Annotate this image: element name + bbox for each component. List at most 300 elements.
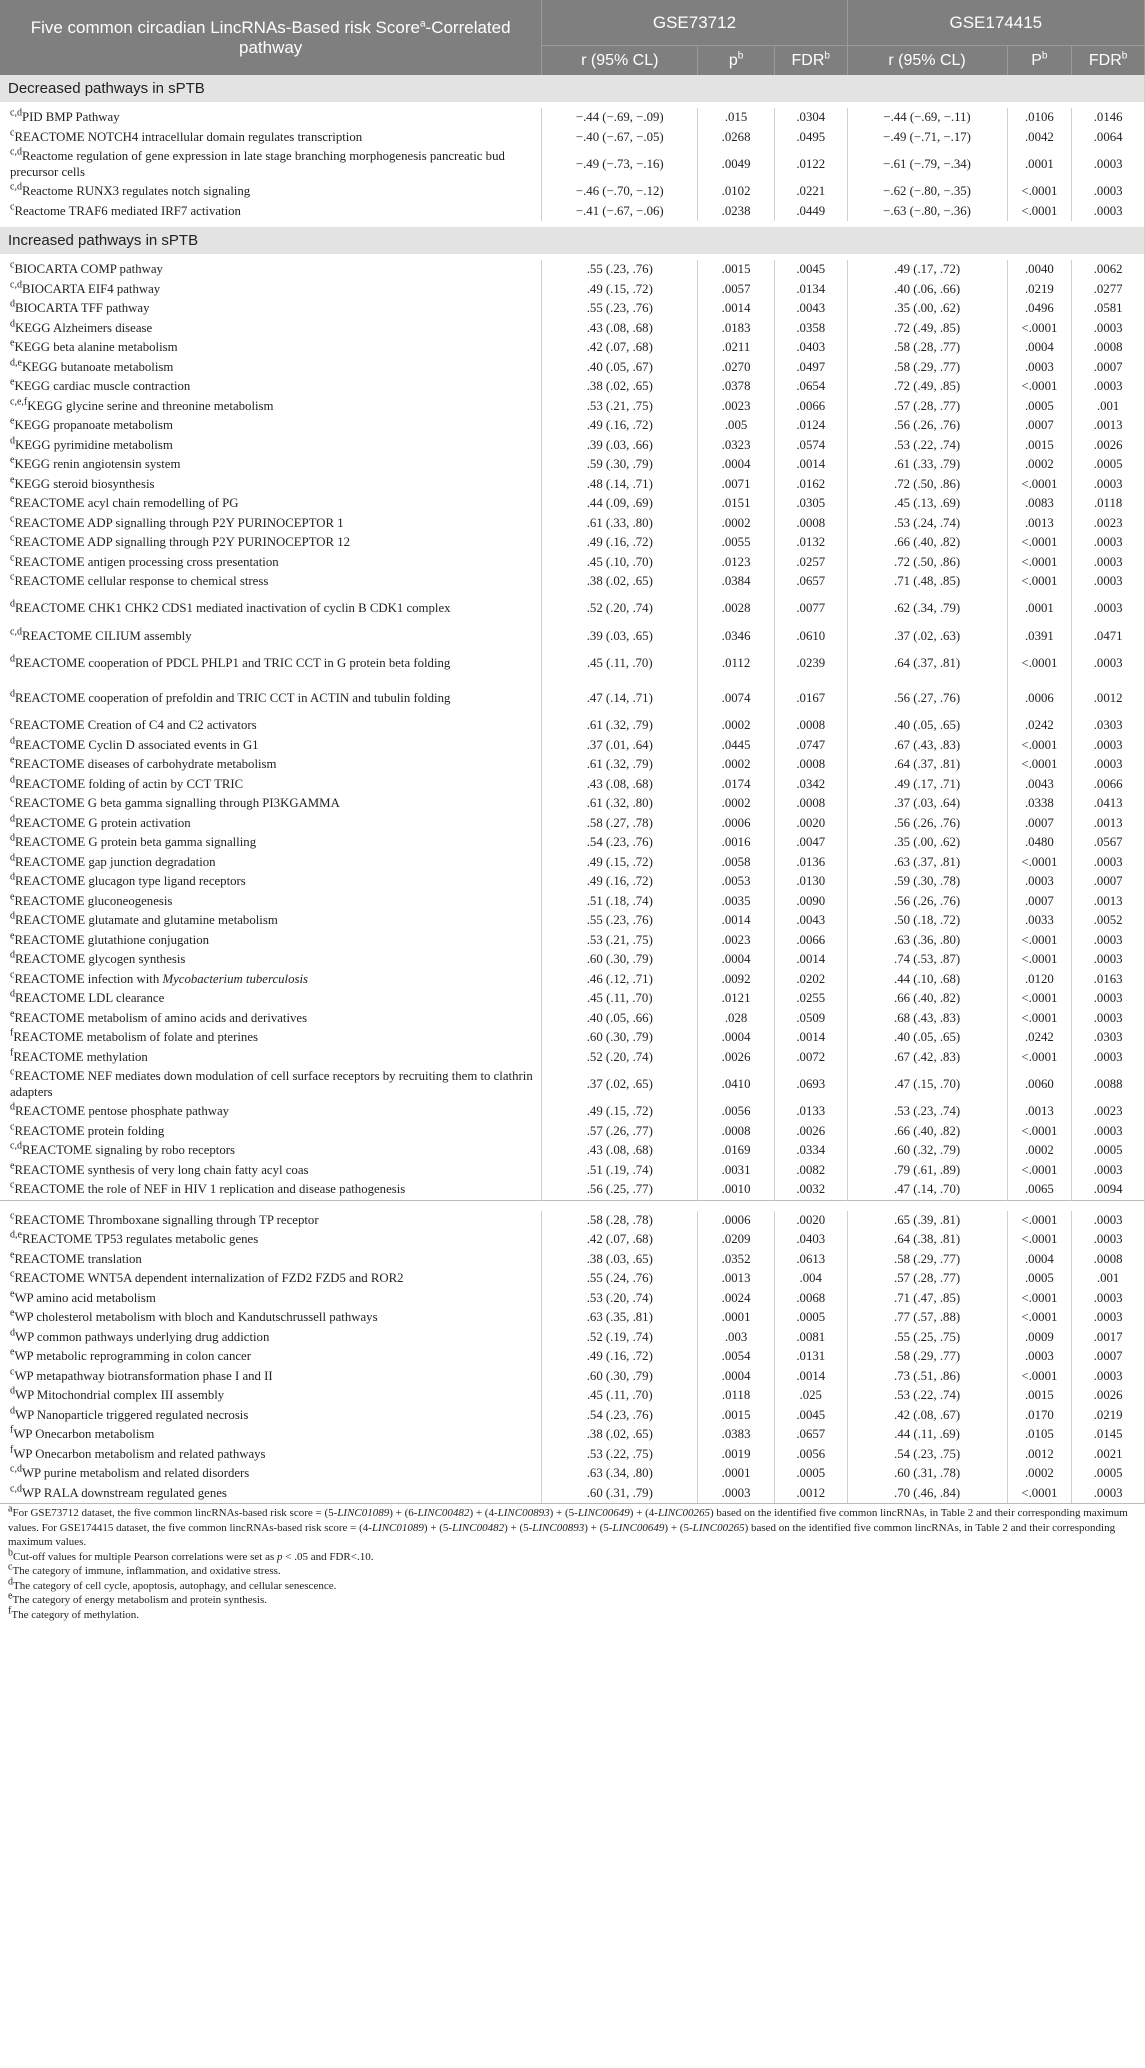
- table-row: [0, 436, 1145, 456]
- table-row: [0, 572, 1145, 592]
- pathway-label: Reactome TRAF6 mediated IRF7 activation: [14, 203, 241, 218]
- fdr-gse73712: .0047: [774, 833, 847, 853]
- pathway-label: WP metapathway biotransformation phase I and II: [14, 1368, 273, 1383]
- fdr-gse174415: .0007: [1072, 1347, 1145, 1367]
- correlation-gse73712: .49 (.16, .72): [542, 533, 698, 553]
- p-value-gse174415: <.0001: [1007, 475, 1072, 495]
- table-row: [0, 627, 1145, 647]
- footnote-text: ) + (5-: [664, 1521, 693, 1534]
- fdr-gse174415: .0163: [1072, 970, 1145, 990]
- category-superscript: c: [10, 715, 15, 727]
- fdr-gse174415: .0003: [1072, 553, 1145, 573]
- p-value-gse174415: .0007: [1007, 892, 1072, 912]
- header-fdr-2: FDR$^b$: [1072, 46, 1145, 76]
- pathway-name: [0, 1009, 542, 1029]
- pathway-name: [0, 736, 542, 756]
- fdr-gse73712: .0090: [774, 892, 847, 912]
- table-row: [0, 280, 1145, 300]
- fdr-gse73712: .0008: [774, 716, 847, 736]
- correlation-gse174415: .63 (.37, .81): [847, 853, 1007, 873]
- p-value-gse174415: .0002: [1007, 455, 1072, 475]
- pathway-label: WP RALA downstream regulated genes: [21, 1485, 227, 1500]
- correlation-gse73712: .51 (.19, .74): [542, 1161, 698, 1181]
- category-superscript: f: [10, 1027, 14, 1039]
- pathway-name: [0, 377, 542, 397]
- table-footnotes: [0, 1503, 1145, 1622]
- footnote-text: ) based on the identified five common lincRNAs, in Table 2 and their corresponding maximum values. For GSE174415 dataset, the five common lincRNAs-based risk score = (4-: [8, 1507, 1128, 1534]
- table-row: [0, 872, 1145, 892]
- pathway-label: KEGG beta alanine metabolism: [14, 340, 178, 354]
- header-r-1: r (95% CL): [542, 46, 698, 76]
- table-row: [0, 592, 1145, 627]
- correlation-gse73712: .53 (.21, .75): [542, 397, 698, 417]
- pathway-name: [0, 1445, 542, 1465]
- pathway-name: [0, 572, 542, 592]
- fdr-gse174415: .0219: [1072, 1406, 1145, 1426]
- category-superscript: c: [10, 1210, 15, 1222]
- pathway-label: BIOCARTA TFF pathway: [15, 301, 150, 315]
- pathway-name: [0, 299, 542, 319]
- p-value-gse174415: <.0001: [1007, 572, 1072, 592]
- p-value-gse73712: .0001: [698, 1464, 775, 1484]
- correlation-gse73712: .61 (.32, .80): [542, 794, 698, 814]
- pathway-name: [0, 931, 542, 951]
- correlation-gse73712: −.44 (−.69, −.09): [542, 108, 698, 128]
- correlation-gse174415: .60 (.32, .79): [847, 1141, 1007, 1161]
- p-value-gse174415: <.0001: [1007, 1367, 1072, 1387]
- p-value-gse73712: .0092: [698, 970, 775, 990]
- fdr-gse174415: .0003: [1072, 853, 1145, 873]
- table-row: [0, 1161, 1145, 1181]
- p-value-gse174415: .0001: [1007, 592, 1072, 627]
- pathway-name: [0, 1464, 542, 1484]
- p-value-gse73712: .0013: [698, 1269, 775, 1289]
- fdr-gse73712: .0693: [774, 1067, 847, 1102]
- pathway-label: REACTOME diseases of carbohydrate metabolism: [14, 757, 277, 771]
- gene-name: LINC00649: [577, 1507, 630, 1519]
- fdr-gse73712: .0026: [774, 1122, 847, 1142]
- pathway-label-italic: Mycobacterium tuberculosis: [162, 971, 309, 986]
- pathway-name: [0, 1102, 542, 1122]
- correlation-gse73712: .49 (.15, .72): [542, 853, 698, 873]
- pathway-name: [0, 514, 542, 534]
- pathway-name: [0, 182, 542, 202]
- pathway-label: BIOCARTA EIF4 pathway: [21, 281, 161, 296]
- correlation-gse174415: .63 (.36, .80): [847, 931, 1007, 951]
- pathway-name: [0, 1028, 542, 1048]
- p-value-gse174415: <.0001: [1007, 1289, 1072, 1309]
- correlation-gse174415: .49 (.17, .72): [847, 260, 1007, 280]
- p-value-gse174415: .0043: [1007, 775, 1072, 795]
- pathway-label: WP Onecarbon metabolism and related pathways: [13, 1446, 266, 1461]
- table-row: [0, 794, 1145, 814]
- pathway-label: KEGG Alzheimers disease: [15, 320, 153, 335]
- correlation-gse174415: .64 (.37, .81): [847, 755, 1007, 775]
- p-value-gse73712: .0003: [698, 1484, 775, 1504]
- fdr-gse73712: .0082: [774, 1161, 847, 1181]
- pathway-label: REACTOME glutathione conjugation: [14, 932, 209, 947]
- pathway-label: REACTOME ADP signalling through P2Y PURINOCEPTOR 1: [14, 515, 344, 530]
- category-superscript: d: [10, 988, 15, 1000]
- p-value-gse174415: <.0001: [1007, 736, 1072, 756]
- pathway-label: REACTOME WNT5A dependent internalization of FZD2 FZD5 and ROR2: [14, 1271, 404, 1285]
- fdr-gse73712: .0014: [774, 1028, 847, 1048]
- table-row: [0, 911, 1145, 931]
- p-value-gse73712: .0035: [698, 892, 775, 912]
- pathway-name: [0, 1484, 542, 1504]
- pathway-name: [0, 1386, 542, 1406]
- fdr-gse73712: .0014: [774, 950, 847, 970]
- p-value-gse174415: .0007: [1007, 416, 1072, 436]
- fdr-gse73712: .0012: [774, 1484, 847, 1504]
- category-superscript: e: [10, 415, 15, 427]
- p-value-gse73712: .0118: [698, 1386, 775, 1406]
- pathway-label: REACTOME NOTCH4 intracellular domain regulates transcription: [14, 129, 363, 144]
- fdr-gse174415: .0026: [1072, 436, 1145, 456]
- p-value-gse73712: .0004: [698, 455, 775, 475]
- pathway-label: WP Onecarbon metabolism: [13, 1427, 155, 1441]
- fdr-gse73712: .0613: [774, 1250, 847, 1270]
- table-row: [0, 970, 1145, 990]
- table-row: [0, 202, 1145, 222]
- correlation-gse174415: .49 (.17, .71): [847, 775, 1007, 795]
- fdr-gse73712: .0072: [774, 1048, 847, 1068]
- p-value-gse174415: <.0001: [1007, 1048, 1072, 1068]
- footnote-text: ) based on the identified five common lincRNAs, in Table 2 and their corresponding maximum values.: [8, 1521, 1116, 1548]
- table-row: [0, 455, 1145, 475]
- fdr-gse73712: .0045: [774, 260, 847, 280]
- fdr-gse73712: .0239: [774, 646, 847, 681]
- pathway-name: [0, 716, 542, 736]
- correlation-gse174415: .71 (.47, .85): [847, 1289, 1007, 1309]
- correlation-gse73712: .55 (.23, .76): [542, 911, 698, 931]
- category-superscript: c,d: [10, 1463, 22, 1475]
- fdr-gse73712: .0257: [774, 553, 847, 573]
- pathway-name: [0, 1425, 542, 1445]
- fdr-gse73712: .0008: [774, 794, 847, 814]
- p-value-gse174415: .0242: [1007, 1028, 1072, 1048]
- category-superscript: c,d: [10, 181, 22, 193]
- p-value-gse174415: <.0001: [1007, 1211, 1072, 1231]
- pathway-name: [0, 358, 542, 378]
- table-row: [0, 182, 1145, 202]
- table-row: [0, 775, 1145, 795]
- table-row: [0, 1328, 1145, 1348]
- p-value-gse73712: .0001: [698, 1308, 775, 1328]
- pathway-name: [0, 911, 542, 931]
- fdr-gse73712: .0610: [774, 627, 847, 647]
- category-superscript: d: [10, 298, 15, 310]
- p-value-gse73712: .0014: [698, 299, 775, 319]
- table-row: [0, 1180, 1145, 1200]
- fdr-gse73712: .0014: [774, 455, 847, 475]
- fdr-gse73712: .0066: [774, 931, 847, 951]
- correlation-gse174415: .53 (.22, .74): [847, 436, 1007, 456]
- category-superscript: d: [10, 871, 15, 883]
- footnote-text: ) + (5-: [584, 1521, 613, 1534]
- fdr-gse73712: .0043: [774, 299, 847, 319]
- pathway-name: [0, 950, 542, 970]
- footnote-e: $^e$The category of energy metabolism and protein synthesis.: [8, 1590, 268, 1606]
- fdr-gse174415: .0003: [1072, 1009, 1145, 1029]
- pathway-name: [0, 892, 542, 912]
- correlation-gse73712: .52 (.19, .74): [542, 1328, 698, 1348]
- p-value-gse174415: <.0001: [1007, 1230, 1072, 1250]
- fdr-gse174415: .0005: [1072, 455, 1145, 475]
- pathway-name: [0, 147, 542, 182]
- category-superscript: e: [10, 493, 15, 505]
- header-p-1: $p^b$: [698, 46, 775, 76]
- pathway-name: [0, 108, 542, 128]
- pathway-label: WP metabolic reprogramming in colon cancer: [14, 1349, 251, 1363]
- table-row: [0, 853, 1145, 873]
- correlation-gse73712: .49 (.16, .72): [542, 416, 698, 436]
- pathway-name: [0, 794, 542, 814]
- fdr-gse174415: .0003: [1072, 1289, 1145, 1309]
- table-row: [0, 814, 1145, 834]
- category-superscript: d,e: [10, 1229, 22, 1241]
- correlation-gse174415: .35 (.00, .62): [847, 299, 1007, 319]
- correlation-gse73712: .60 (.30, .79): [542, 1028, 698, 1048]
- table-row: [0, 1211, 1145, 1231]
- correlation-gse73712: .39 (.03, .66): [542, 436, 698, 456]
- table-row: [0, 1009, 1145, 1029]
- fdr-gse174415: .0003: [1072, 319, 1145, 339]
- correlation-gse174415: .50 (.18, .72): [847, 911, 1007, 931]
- p-value-gse174415: <.0001: [1007, 553, 1072, 573]
- fdr-gse174415: .0094: [1072, 1180, 1145, 1200]
- p-value-gse73712: .0014: [698, 911, 775, 931]
- fdr-gse174415: .0003: [1072, 377, 1145, 397]
- correlation-gse73712: .40 (.05, .66): [542, 1009, 698, 1029]
- p-value-gse174415: .0040: [1007, 260, 1072, 280]
- fdr-gse174415: .0003: [1072, 1161, 1145, 1181]
- p-value-gse174415: <.0001: [1007, 989, 1072, 1009]
- category-superscript: f: [10, 1047, 14, 1059]
- fdr-gse174415: .0007: [1072, 358, 1145, 378]
- table-row: [0, 716, 1145, 736]
- fdr-gse73712: .0654: [774, 377, 847, 397]
- pathway-name: [0, 1269, 542, 1289]
- correlation-gse174415: −.44 (−.69, −.11): [847, 108, 1007, 128]
- fdr-gse174415: .0005: [1072, 1141, 1145, 1161]
- p-value-gse73712: .0183: [698, 319, 775, 339]
- correlation-gse73712: .60 (.31, .79): [542, 1484, 698, 1504]
- pathway-label: REACTOME G protein beta gamma signalling: [15, 835, 257, 849]
- correlation-gse174415: .72 (.50, .86): [847, 553, 1007, 573]
- pathway-name: [0, 775, 542, 795]
- category-superscript: e: [10, 891, 15, 903]
- fdr-gse174415: .0064: [1072, 128, 1145, 148]
- p-value-gse73712: .028: [698, 1009, 775, 1029]
- category-superscript: d: [10, 832, 15, 844]
- fdr-gse174415: .0146: [1072, 108, 1145, 128]
- correlation-gse73712: .49 (.15, .72): [542, 280, 698, 300]
- pathway-label: WP common pathways underlying drug addiction: [15, 1329, 270, 1344]
- pathway-label: REACTOME LDL clearance: [15, 991, 165, 1005]
- category-superscript: e: [10, 930, 15, 942]
- correlation-gse73712: .38 (.03, .65): [542, 1250, 698, 1270]
- pathway-label: WP purine metabolism and related disorders: [21, 1466, 250, 1480]
- pathway-label: REACTOME CHK1 CHK2 CDS1 mediated inactivation of cyclin B CDK1 complex: [15, 601, 451, 616]
- correlation-gse73712: .38 (.02, .65): [542, 1425, 698, 1445]
- p-value-gse73712: .0008: [698, 1122, 775, 1142]
- fdr-gse73712: .004: [774, 1269, 847, 1289]
- p-value-gse73712: .0071: [698, 475, 775, 495]
- correlation-gse73712: .63 (.34, .80): [542, 1464, 698, 1484]
- correlation-gse174415: .64 (.38, .81): [847, 1230, 1007, 1250]
- table-row: [0, 358, 1145, 378]
- pathway-name: [0, 455, 542, 475]
- pathway-name: [0, 1367, 542, 1387]
- fdr-gse73712: .0133: [774, 1102, 847, 1122]
- pathway-label: REACTOME NEF mediates down modulation of cell surface receptors by recruiting them to clathrin adapters: [10, 1069, 533, 1099]
- pathway-name: [0, 1230, 542, 1250]
- pathway-label: KEGG pyrimidine metabolism: [15, 437, 173, 452]
- fdr-gse174415: .0013: [1072, 416, 1145, 436]
- category-superscript: d: [10, 318, 15, 330]
- category-superscript: d: [10, 774, 15, 786]
- pathway-label: Reactome regulation of gene expression in late stage branching morphogenesis pancreatic bud precursor cells: [10, 149, 505, 179]
- correlation-gse73712: .52 (.20, .74): [542, 1048, 698, 1068]
- correlation-gse73712: −.40 (−.67, −.05): [542, 128, 698, 148]
- fdr-gse73712: .0056: [774, 1445, 847, 1465]
- pathway-label: Reactome RUNX3 regulates notch signaling: [21, 184, 251, 198]
- fdr-gse73712: .0045: [774, 1406, 847, 1426]
- footnote-text: ) + (5-: [504, 1521, 533, 1534]
- table-row: [0, 1484, 1145, 1504]
- fdr-gse73712: .0334: [774, 1141, 847, 1161]
- footnote-text: ) + (5-: [423, 1521, 453, 1534]
- category-superscript: c: [10, 571, 15, 583]
- p-value-gse174415: .0083: [1007, 494, 1072, 514]
- correlation-gse174415: .58 (.28, .77): [847, 338, 1007, 358]
- correlation-gse73712: .56 (.25, .77): [542, 1180, 698, 1200]
- table-row: [0, 1308, 1145, 1328]
- p-value-gse174415: .0033: [1007, 911, 1072, 931]
- table-row: [0, 533, 1145, 553]
- pathway-name: [0, 533, 542, 553]
- correlation-gse174415: .61 (.33, .79): [847, 455, 1007, 475]
- correlation-gse73712: .43 (.08, .68): [542, 319, 698, 339]
- fdr-gse73712: .0134: [774, 280, 847, 300]
- fdr-gse73712: .0342: [774, 775, 847, 795]
- p-value-gse174415: .0012: [1007, 1445, 1072, 1465]
- fdr-gse174415: .001: [1072, 397, 1145, 417]
- correlation-gse73712: .54 (.23, .76): [542, 833, 698, 853]
- correlation-gse73712: .61 (.33, .80): [542, 514, 698, 534]
- p-value-gse73712: .0054: [698, 1347, 775, 1367]
- category-superscript: d: [10, 1327, 15, 1339]
- category-superscript: e: [10, 1008, 15, 1020]
- p-value-gse73712: .0169: [698, 1141, 775, 1161]
- p-value-gse73712: .0002: [698, 716, 775, 736]
- fdr-gse174415: .0003: [1072, 989, 1145, 1009]
- p-value-gse73712: .0002: [698, 514, 775, 534]
- header-pathway-title: Five common circadian LincRNAs-Based risk Score$^a$-Correlated pathway: [0, 0, 542, 75]
- fdr-gse174415: .0003: [1072, 592, 1145, 627]
- fdr-gse73712: .0747: [774, 736, 847, 756]
- p-value-gse73712: .0053: [698, 872, 775, 892]
- p-value-gse73712: .0383: [698, 1425, 775, 1445]
- p-value-gse174415: .0003: [1007, 872, 1072, 892]
- category-superscript: d: [10, 813, 15, 825]
- correlation-gse174415: .72 (.49, .85): [847, 377, 1007, 397]
- correlation-gse73712: .60 (.30, .79): [542, 1367, 698, 1387]
- pathway-label: REACTOME antigen processing cross presentation: [14, 554, 279, 569]
- pathway-label: PID BMP Pathway: [21, 110, 120, 124]
- table-row: [0, 892, 1145, 912]
- gene-name: LINC00265: [692, 1521, 745, 1534]
- p-value-gse174415: <.0001: [1007, 377, 1072, 397]
- footnote-b: $^b$Cut-off values for multiple Pearson correlations were set as p < .05 and FDR<.10.: [8, 1546, 374, 1563]
- p-value-gse174415: .0003: [1007, 358, 1072, 378]
- category-superscript: f: [10, 1424, 14, 1436]
- pathway-label: KEGG glycine serine and threonine metabolism: [27, 398, 274, 413]
- fdr-gse174415: .0003: [1072, 755, 1145, 775]
- fdr-gse73712: .0657: [774, 1425, 847, 1445]
- fdr-gse174415: .0471: [1072, 627, 1145, 647]
- pathway-name: [0, 397, 542, 417]
- fdr-gse174415: .0003: [1072, 533, 1145, 553]
- fdr-gse73712: .0081: [774, 1328, 847, 1348]
- pathway-label: REACTOME Cyclin D associated events in G1: [15, 737, 259, 752]
- p-value-gse73712: .0055: [698, 533, 775, 553]
- correlation-gse174415: .37 (.03, .64): [847, 794, 1007, 814]
- correlation-gse73712: .51 (.18, .74): [542, 892, 698, 912]
- fdr-gse174415: .0005: [1072, 1464, 1145, 1484]
- fdr-gse174415: .0012: [1072, 681, 1145, 716]
- pathway-label: REACTOME pentose phosphate pathway: [15, 1104, 230, 1118]
- fdr-gse174415: .0003: [1072, 1308, 1145, 1328]
- p-value-gse174415: .0004: [1007, 1250, 1072, 1270]
- fdr-gse73712: .0495: [774, 128, 847, 148]
- pathway-label: REACTOME TP53 regulates metabolic genes: [21, 1232, 259, 1246]
- header-fdr-1: FDR$^b$: [774, 46, 847, 76]
- table-row: [0, 1425, 1145, 1445]
- category-superscript: d: [10, 598, 15, 610]
- p-value-gse73712: .0049: [698, 147, 775, 182]
- correlation-gse73712: .54 (.23, .76): [542, 1406, 698, 1426]
- category-superscript: d,e: [10, 357, 22, 369]
- fdr-gse73712: .0043: [774, 911, 847, 931]
- correlation-gse174415: .77 (.57, .88): [847, 1308, 1007, 1328]
- pathway-label: REACTOME glycogen synthesis: [15, 952, 186, 966]
- pathway-name: [0, 338, 542, 358]
- table-row: [0, 755, 1145, 775]
- p-value-gse174415: <.0001: [1007, 1161, 1072, 1181]
- fdr-gse73712: .0255: [774, 989, 847, 1009]
- row-divider: [0, 1200, 1145, 1211]
- fdr-gse73712: .0403: [774, 1230, 847, 1250]
- table-row: [0, 1367, 1145, 1387]
- p-value-gse174415: <.0001: [1007, 1484, 1072, 1504]
- table-row: [0, 475, 1145, 495]
- category-superscript: c,d: [10, 626, 22, 638]
- fdr-gse73712: .0162: [774, 475, 847, 495]
- fdr-gse174415: .0003: [1072, 646, 1145, 681]
- table-row: [0, 299, 1145, 319]
- table-row: [0, 1386, 1145, 1406]
- fdr-gse73712: .0008: [774, 514, 847, 534]
- correlation-gse73712: .60 (.30, .79): [542, 950, 698, 970]
- pathway-label: REACTOME methylation: [13, 1049, 148, 1064]
- p-value-gse174415: .0042: [1007, 128, 1072, 148]
- category-superscript: e: [10, 1249, 15, 1261]
- p-value-gse73712: .0074: [698, 681, 775, 716]
- fdr-gse73712: .0130: [774, 872, 847, 892]
- fdr-gse174415: .0003: [1072, 1122, 1145, 1142]
